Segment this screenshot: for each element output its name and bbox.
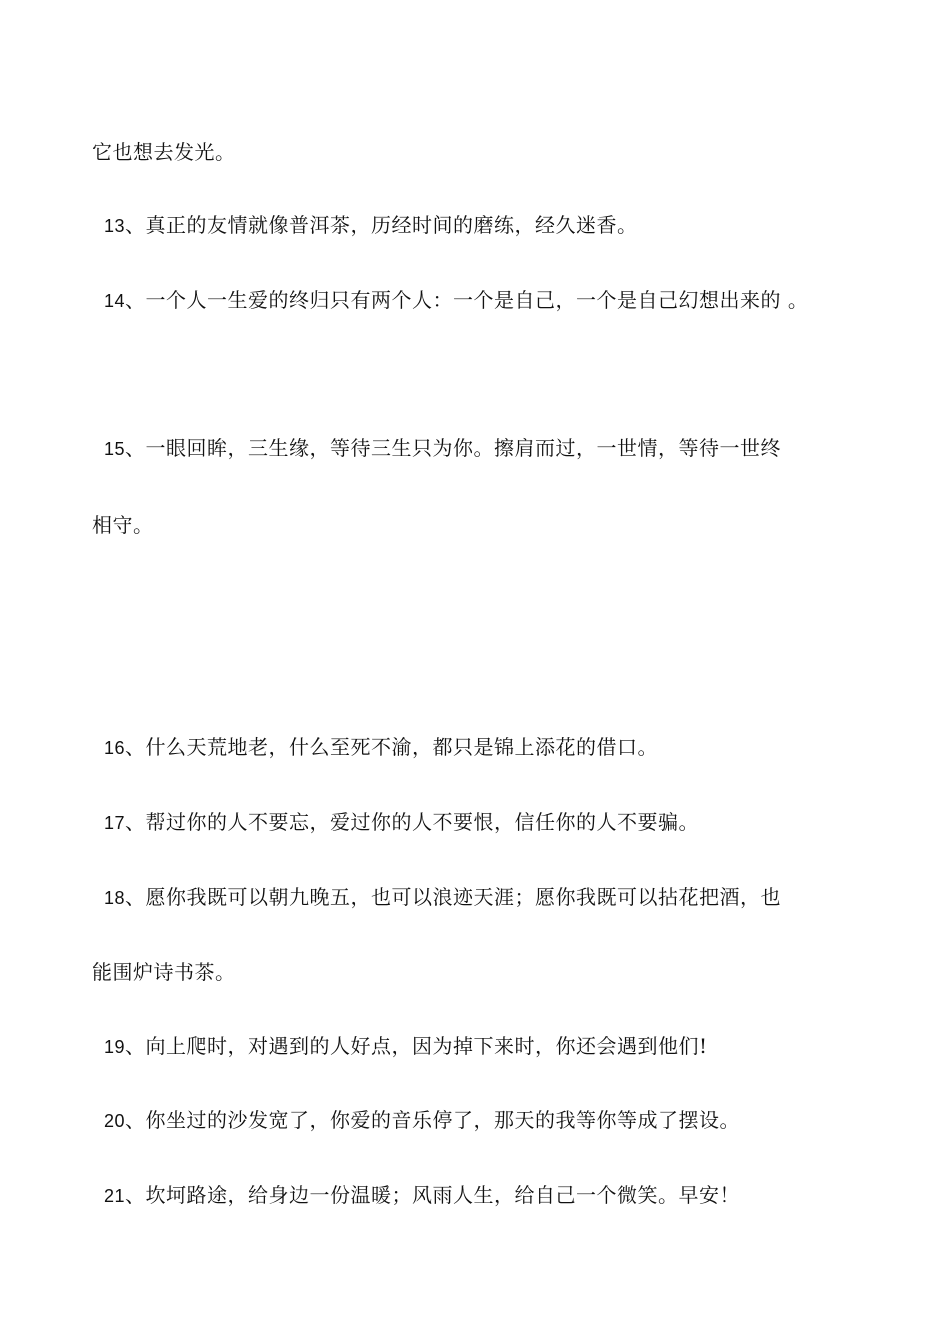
list-item-21 [104, 1181, 740, 1210]
text-line-continuation [92, 511, 154, 540]
item-number: 18 [104, 888, 126, 908]
item-text: 、一个人一生爱的终归只有两个人：一个是自己，一个是自己幻想出来的 。 [125, 288, 809, 312]
list-item-18 [104, 883, 781, 912]
item-number: 17 [104, 813, 126, 833]
item-text: 、帮过你的人不要忘，爱过你的人不要恨，信任你的人不要骗。 [125, 810, 700, 834]
item-text: 相守。 [92, 513, 154, 537]
item-text: 它也想去发光。 [92, 140, 236, 164]
item-text: 、真正的友情就像普洱茶，历经时间的磨练，经久迷香。 [125, 213, 638, 237]
item-number: 15 [104, 439, 126, 459]
item-text: 、一眼回眸，三生缘，等待三生只为你。擦肩而过，一世情，等待一世终 [125, 436, 782, 460]
item-text: 、什么天荒地老，什么至死不渝，都只是锦上添花的借口。 [125, 735, 659, 759]
item-text: 能围炉诗书茶。 [92, 960, 236, 984]
item-text: 、你坐过的沙发宽了，你爱的音乐停了，那天的我等你等成了摆设。 [125, 1108, 741, 1132]
item-number: 14 [104, 291, 126, 311]
list-item-16 [104, 733, 658, 762]
text-line-continuation [92, 138, 236, 167]
item-number: 13 [104, 216, 126, 236]
item-number: 21 [104, 1186, 126, 1206]
item-text: 、向上爬时，对遇到的人好点，因为掉下来时，你还会遇到他们! [125, 1034, 708, 1058]
item-text: 、坎坷路途，给身边一份温暖；风雨人生，给自己一个微笑。早安！ [125, 1183, 741, 1207]
list-item-14 [104, 286, 808, 315]
list-item-13 [104, 211, 638, 240]
list-item-15 [104, 434, 781, 463]
item-number: 16 [104, 738, 126, 758]
item-number: 20 [104, 1111, 126, 1131]
list-item-17 [104, 808, 699, 837]
list-item-20 [104, 1106, 740, 1135]
item-number: 19 [104, 1037, 126, 1057]
text-line-continuation [92, 958, 236, 987]
list-item-19 [104, 1032, 708, 1061]
item-text: 、愿你我既可以朝九晚五，也可以浪迹天涯；愿你我既可以拈花把酒，也 [125, 885, 782, 909]
